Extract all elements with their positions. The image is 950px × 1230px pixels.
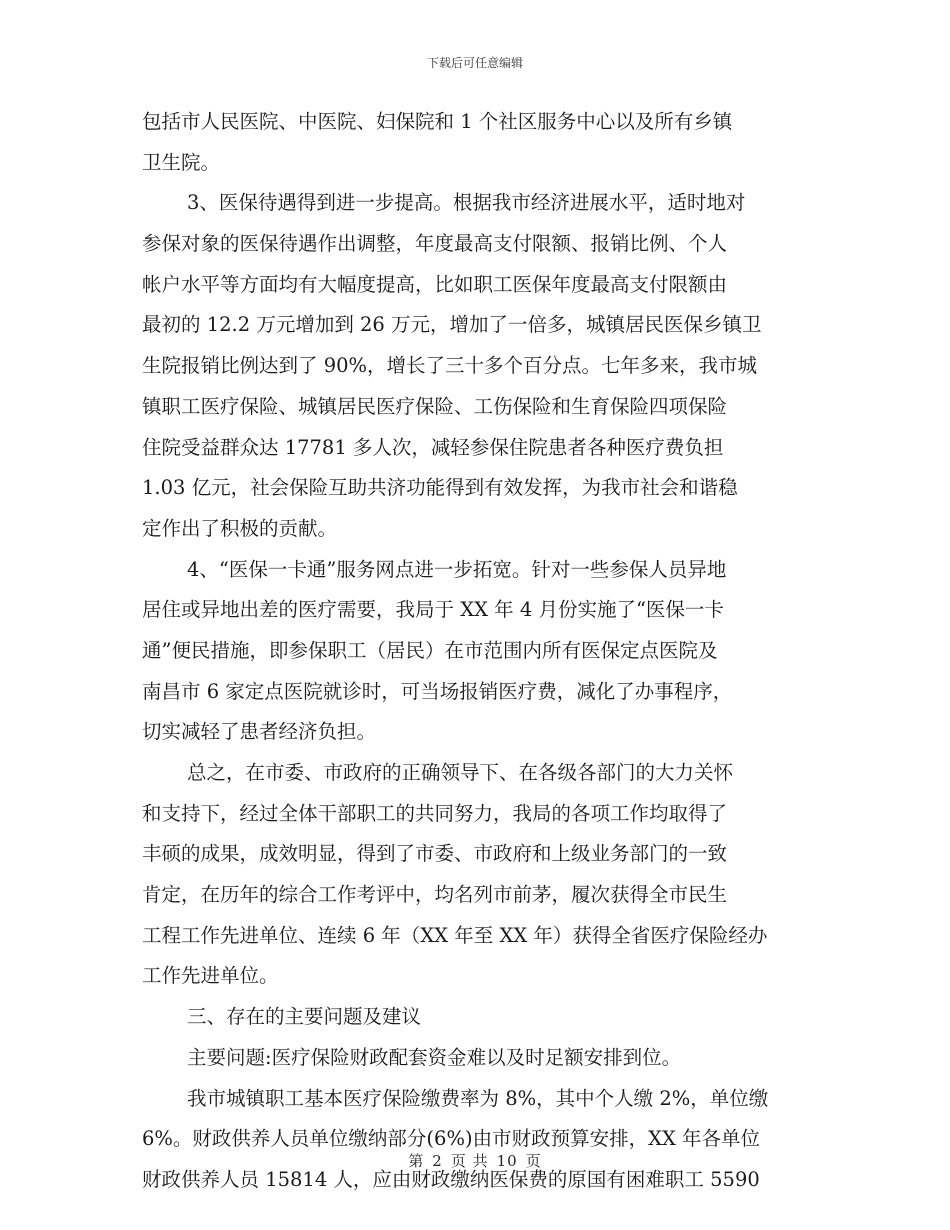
footer-suffix: 页: [525, 1152, 542, 1170]
page-footer: [0, 1150, 950, 1171]
body-line: 生院报销比例达到了 90%，增长了三十多个百分点。七年多来，我市城: [142, 354, 758, 378]
body-line: 定作出了积极的贡献。: [142, 516, 338, 540]
footer-current-page: 2: [432, 1152, 443, 1170]
body-line: 住院受益群众达 17781 多人次，减轻参保住院患者各种医疗费负担: [142, 435, 724, 459]
body-line: 工程工作先进单位、连续 6 年（XX 年至 XX 年）获得全省医疗保险经办: [142, 923, 768, 947]
body-line: 主要问题:医疗保险财政配套资金难以及时足额安排到位。: [187, 1045, 682, 1069]
body-line: 卫生院。: [142, 150, 221, 174]
body-line: 帐户水平等方面均有大幅度提高，比如职工医保年度最高支付限额由: [142, 272, 728, 296]
body-line: 通”便民措施，即参保职工（居民）在市范围内所有医保定点医院及: [142, 638, 718, 662]
body-line: 3、医保待遇得到进一步提高。根据我市经济进展水平，适时地对: [187, 191, 746, 215]
footer-prefix: 第: [408, 1152, 425, 1170]
body-line: 切实减轻了患者经济负担。: [142, 720, 377, 744]
body-line: 南昌市 6 家定点医院就诊时，可当场报销医疗费，减化了办事程序，: [142, 679, 733, 703]
body-line: 工作先进单位。: [142, 964, 279, 988]
body-line: 最初的 12.2 万元增加到 26 万元，增加了一倍多，城镇居民医保乡镇卫: [142, 313, 762, 337]
footer-middle: 页 共: [450, 1152, 489, 1170]
body-line: 镇职工医疗保险、城镇居民医疗保险、工伤保险和生育保险四项保险: [142, 394, 728, 418]
page-header: 下载后可任意编辑: [426, 56, 523, 70]
body-line: 1.03 亿元，社会保险互助共济功能得到有效发挥，为我市社会和谐稳: [142, 476, 738, 500]
body-line: 4、“医保一卡通”服务网点进一步拓宽。针对一些参保人员异地: [187, 557, 727, 581]
body-line: 6%。财政供养人员单位缴纳部分(6%)由市财政预算安排，XX 年各单位: [142, 1127, 761, 1151]
body-line: 丰硕的成果，成效明显，得到了市委、市政府和上级业务部门的一致: [142, 842, 728, 866]
body-line: 财政供养人员 15814 人，应由财政缴纳医保费的原国有困难职工 5590: [142, 1167, 760, 1191]
body-line: 和支持下，经过全体干部职工的共同努力，我局的各项工作均取得了: [142, 801, 728, 825]
footer-total-pages: 10: [496, 1152, 518, 1170]
body-line: 参保对象的医保待遇作出调整，年度最高支付限额、报销比例、个人: [142, 232, 728, 256]
body-line: 肯定，在历年的综合工作考评中，均名列市前茅，履次获得全市民生: [142, 883, 728, 907]
body-line: 三、存在的主要问题及建议: [187, 1005, 422, 1029]
document-body: [142, 102, 808, 1201]
body-line: 总之，在市委、市政府的正确领导下、在各级各部门的大力关怀: [187, 761, 734, 784]
body-line: 居住或异地出差的医疗需要，我局于 XX 年 4 月份实施了“医保一卡: [142, 598, 724, 622]
body-line: 我市城镇职工基本医疗保险缴费率为 8%，其中个人缴 2%，单位缴: [187, 1086, 769, 1110]
body-line: 包括市人民医院、中医院、妇保院和 1 个社区服务中心以及所有乡镇: [142, 110, 733, 133]
